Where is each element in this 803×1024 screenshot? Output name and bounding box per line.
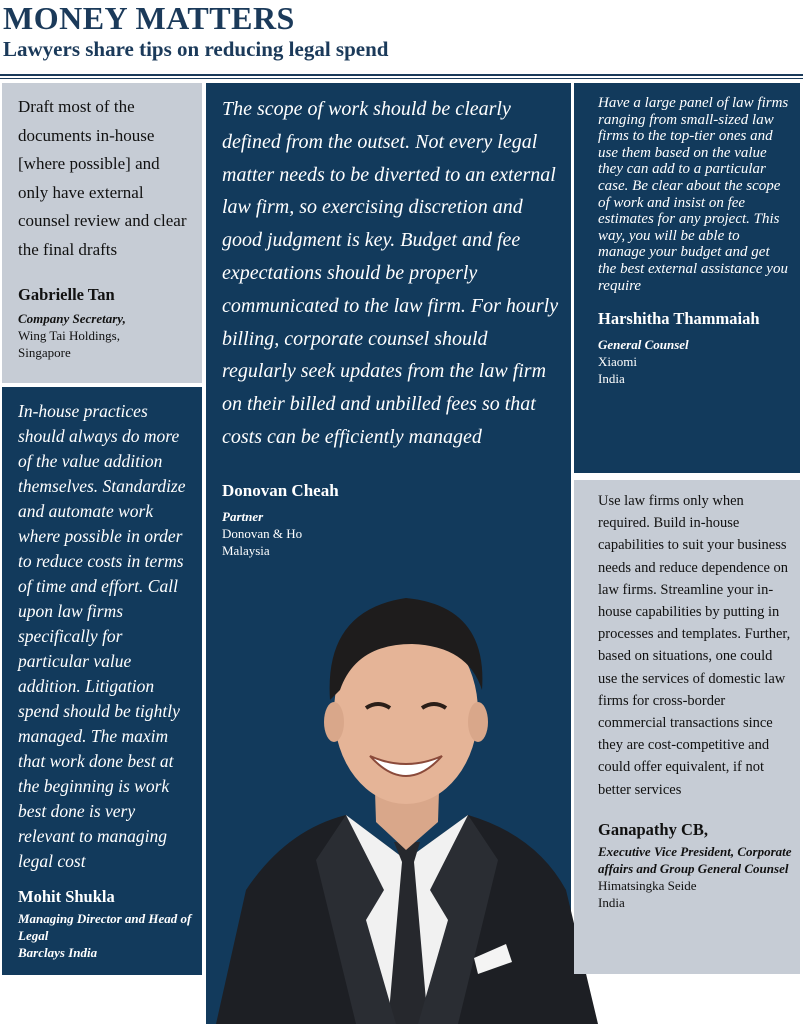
page-title: MONEY MATTERS — [3, 0, 295, 36]
page-subtitle: Lawyers share tips on reducing legal spend — [3, 37, 389, 61]
author-country: Singapore — [18, 345, 71, 360]
author-country: India — [598, 894, 625, 910]
author-country: India — [598, 371, 625, 387]
author-role: Executive Vice President, Corporate affairs and Group General Counsel — [598, 843, 792, 876]
tip-card-ganapathy-cb — [574, 480, 800, 974]
author-name: Ganapathy CB, — [598, 819, 709, 839]
tip-quote: In-house practices should always do more of the value addition themselves. Standardize and automate work where possible in order to reduce costs in terms of time and effort. Call upon law firms specifically for particular value addition. Litigation spend should be tightly managed. The maxim that work done best at the beginning is work best done is very relevant to managing legal cost — [18, 401, 186, 871]
tip-quote: The scope of work should be clearly defined from the outset. Not every legal matter needs to be diverted to an external law firm, so exercising discretion and good judgment is key. Budget and fee expectations should be properly communicated to the law firm. For hourly billing, corporate counsel should regularly seek updates from the law firm on their billed and unbilled fees so that costs can be efficiently managed — [222, 98, 559, 448]
author-name: Donovan Cheah — [222, 480, 339, 500]
tip-quote: Use law firms only when required. Build in-house capabilities to suit your business needs and reduce dependence on law firms. Streamline your in-house capabilities by putting in processes and templates. Further, based on situations, one could use the services of domestic law firms for cross-border commercial transactions since they are cost-competitive and could offer equivalent, if not better services — [598, 493, 791, 798]
tip-quote: Have a large panel of law firms ranging from small-sized law firms to the top-tier ones and use them based on the value they can add to a particular case. Be clear about the scope of work and insist on fee estimates for any project. This way, you will be able to manage your budget and get the best external assistance you require — [598, 95, 789, 294]
author-name: Harshitha Thammaiah — [598, 309, 760, 329]
tip-card-gabrielle-tan — [2, 83, 202, 383]
portrait-photo — [206, 560, 604, 1024]
tip-card-harshitha-thammaiah — [574, 83, 800, 473]
author-name: Gabrielle Tan — [18, 285, 115, 304]
author-organization: Wing Tai Holdings, — [18, 328, 120, 343]
author-name: Mohit Shukla — [18, 887, 115, 906]
right-ear — [468, 702, 488, 742]
author-role: General Counsel — [598, 337, 689, 353]
author-organization: Xiaomi — [598, 354, 637, 370]
author-organization: Barclays India — [18, 945, 98, 960]
author-role: Company Secretary, — [18, 311, 126, 326]
author-organization: Himatsingka Seide — [598, 877, 697, 893]
page-header — [0, 0, 803, 70]
author-role: Partner — [222, 508, 264, 524]
left-ear — [324, 702, 344, 742]
author-role: Managing Director and Head of Legal — [18, 911, 192, 943]
author-organization: Donovan & Ho — [222, 525, 303, 541]
header-divider-thin — [0, 78, 803, 79]
header-divider — [0, 74, 803, 76]
tip-card-mohit-shukla — [2, 387, 202, 975]
author-country: Malaysia — [222, 542, 270, 558]
tip-quote: Draft most of the documents in-house [where possible] and only have external counsel review and clear the final drafts — [18, 97, 187, 259]
